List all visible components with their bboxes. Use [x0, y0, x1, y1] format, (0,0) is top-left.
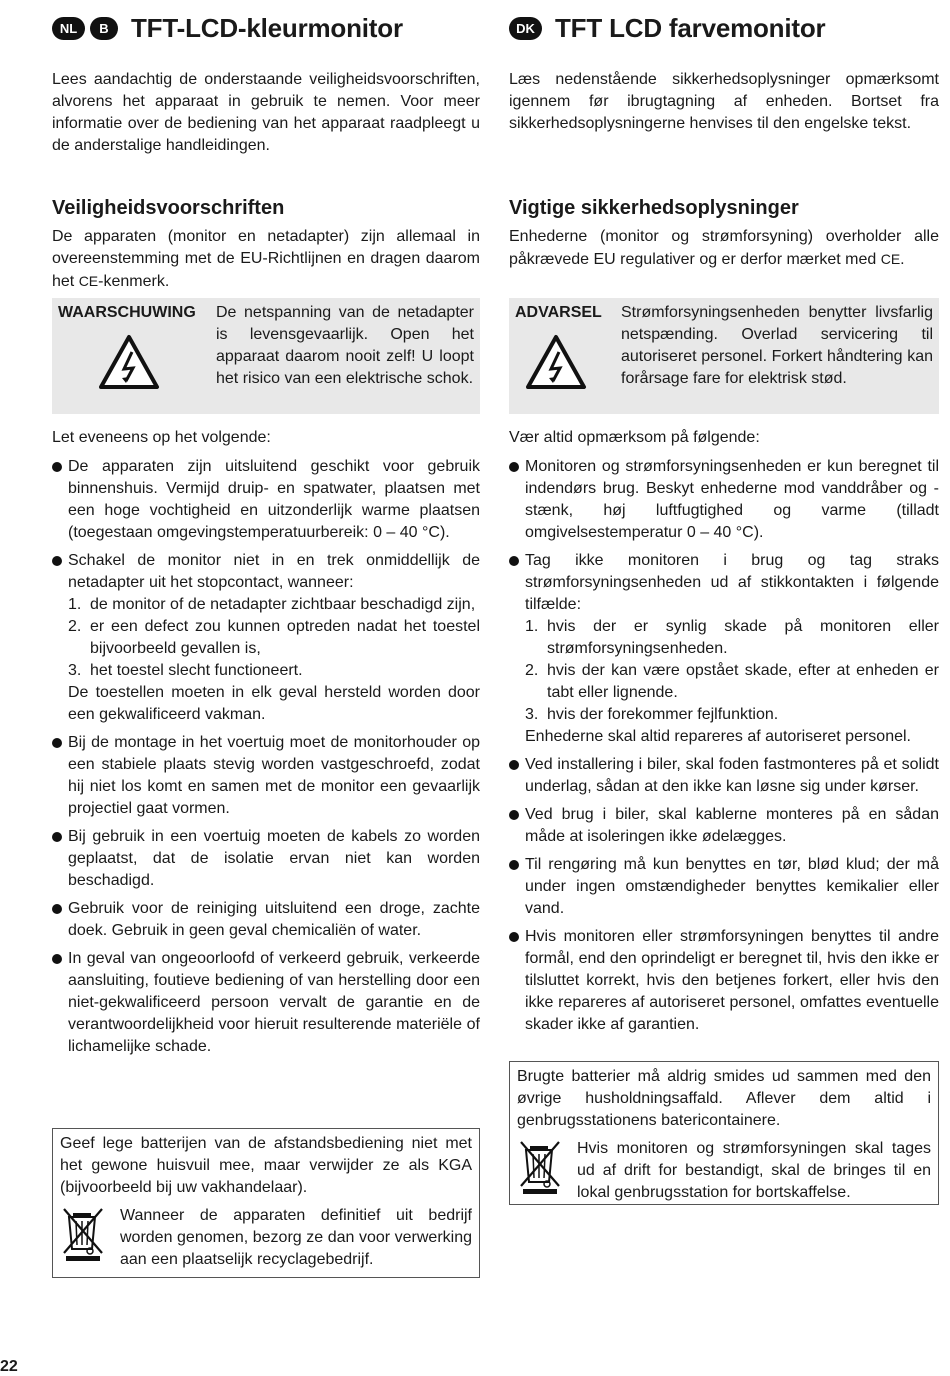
- bullet-item: [509, 456, 939, 544]
- sub-item: [525, 616, 939, 660]
- bullet-icon: [509, 810, 519, 820]
- sub-item: [68, 594, 480, 616]
- ce-mark-dk: CE: [880, 251, 901, 267]
- bullet-item: [52, 550, 480, 726]
- bullet-text: Hvis monitoren eller strømforsyningen benyttes til andre formål, end den oprindeligt er beregnet til, hvis den ikke er tilsluttet korrekt, hvis den betjenes forkert, eller hvis den ikke repareres af autoriseret personel, omfattes eventuelle skader ikke af garantien.: [525, 928, 939, 1033]
- crossed-out-bin-icon: [60, 1205, 116, 1271]
- sub-note-dk: Enhederne skal altid repareres af autoriseret personel.: [525, 728, 911, 745]
- intro-dk: Læs nedenstående sikkerhedsoplysninger opmærksomt igennem før ibrugtagning af enheden. Bortset fra sikkerhedsoplysningerne henvises til den engelske tekst.: [509, 71, 939, 132]
- section-text-dk-b: .: [900, 251, 905, 268]
- sub-item-text: hvis der kan være opstået skade, efter at enheden er tabt eller lignende.: [547, 662, 939, 701]
- warning-box-dk: [509, 298, 939, 414]
- bullet-text: Til rengøring må kun benyttes en tør, blød klud; der må under ingen omstændigheder benyttes kemikalier eller vand.: [525, 856, 939, 917]
- language-badge-dk: DK: [509, 17, 542, 40]
- bullet-item: [509, 854, 939, 920]
- bullet-item: [52, 898, 480, 942]
- page-title-dk: TFT LCD farvemonitor: [555, 12, 826, 43]
- bullet-item: [509, 804, 939, 848]
- lead-nl: Let eveneens op het volgende:: [52, 429, 271, 446]
- warning-left-nl: [58, 302, 216, 410]
- section-text-nl-a: De apparaten (monitor en netadapter) zijn allemaal in overeenstemming met de EU-Richtlijnen en dragen daarom het: [52, 228, 480, 290]
- disposal-text-dk: Hvis monitoren og strømforsyningen skal tages ud af drift for bestandigt, skal de bringes til en lokal genbrugsstation for bortskaffelse.: [577, 1140, 931, 1201]
- bullet-item: [509, 754, 939, 798]
- warning-label-nl: WAARSCHUWING: [58, 304, 196, 321]
- intro-nl: Lees aandachtig de onderstaande veiligheidsvoorschriften, alvorens het apparaat in gebruik te nemen. Voor meer informatie over de bediening van het apparaat raadpleegt u de anderstalige handleidingen.: [52, 71, 480, 154]
- sub-item-number: 2.: [525, 662, 539, 679]
- sub-item-text: de monitor of de netadapter zichtbaar beschadigd zijn,: [90, 596, 476, 613]
- bullet-text: De apparaten zijn uitsluitend geschikt voor gebruik binnenshuis. Vermijd druip- en spatwater, plaatsen met een hoge vochtigheid en uitzonderlijk warme plaatsen (toegestaan omgevingstemperatuurbereik: 0 – 40 °C).: [68, 458, 480, 541]
- bullet-icon: [52, 556, 62, 566]
- section-text-dk: [509, 226, 939, 271]
- bullet-list-nl: [52, 456, 480, 1064]
- bullet-text: Schakel de monitor niet in en trek onmiddellijk de netadapter uit het stopcontact, wanneer:: [68, 552, 480, 591]
- disposal-row-nl: [60, 1205, 472, 1271]
- title-row-dk: [509, 12, 825, 44]
- disposal-text-nl: Wanneer de apparaten definitief uit bedrijf worden genomen, bezorg ze dan voor verwerking aan een plaatselijk recyclagebedrijf.: [120, 1207, 472, 1268]
- sub-item-text: het toestel slecht functioneert.: [90, 662, 303, 679]
- section-text-nl: [52, 226, 480, 293]
- warning-left-dk: [515, 302, 621, 410]
- title-row-nl: [52, 12, 403, 44]
- bullet-icon: [52, 738, 62, 748]
- warning-text-nl: De netspanning van de netadapter is levensgevaarlijk. Open het apparaat daarom nooit zelf! U loopt het risico van een elektrische schok.: [216, 304, 474, 387]
- bullet-text: Tag ikke monitoren i brug og tag straks strømforsyningsenheden ud af stikkontakten i følgende tilfælde:: [525, 552, 939, 613]
- bullet-item: [52, 456, 480, 544]
- bullet-text: Ved brug i biler, skal kablerne monteres på en sådan måde at isoleringen ikke ødelægges.: [525, 806, 939, 845]
- bullet-icon: [509, 462, 519, 472]
- warning-label-dk: ADVARSEL: [515, 304, 602, 321]
- disposal-top-dk: Brugte batterier må aldrig smides ud sammen med den øvrige husholdningsaffald. Aflever dem altid i genbrugsstationens batericontainere.: [517, 1068, 931, 1129]
- sub-item: [525, 704, 939, 726]
- section-text-nl-b: -kenmerk.: [98, 273, 170, 290]
- bullet-icon: [52, 832, 62, 842]
- bullet-icon: [509, 556, 519, 566]
- ce-mark-nl: CE: [78, 273, 99, 289]
- warning-box-nl: [52, 298, 480, 414]
- language-badge-b: B: [90, 17, 118, 40]
- bullet-item: [52, 732, 480, 820]
- high-voltage-warning-icon: [98, 334, 216, 395]
- bullet-icon: [52, 904, 62, 914]
- sub-item-number: 2.: [68, 618, 82, 635]
- language-badge-nl: NL: [52, 17, 85, 40]
- bullet-icon: [52, 462, 62, 472]
- bullet-item: [52, 826, 480, 892]
- sub-item: [525, 660, 939, 704]
- sub-item: [68, 660, 480, 682]
- sub-item-number: 1.: [68, 596, 82, 613]
- bullet-text: Monitoren og strømforsyningsenheden er kun beregnet til indendørs brug. Beskyt enhederne mod vanddråber og -stænk, høj luftfugtighed og varme (tilladt omgivelsestemperatur 0 – 40 °C).: [525, 458, 939, 541]
- bullet-icon: [52, 954, 62, 964]
- bullet-text: In geval van ongeoorloofd of verkeerd gebruik, verkeerde aansluiting, foutieve bediening of van herstelling door een niet-gekwalificeerd persoon vervalt de garantie en de verantwoordelijkheid voor hieruit resulterende materiële of lichamelijke schade.: [68, 950, 480, 1055]
- crossed-out-bin-icon: [517, 1138, 573, 1204]
- bullet-text: Gebruik voor de reiniging uitsluitend een droge, zachte doek. Gebruik in geen geval chemicaliën of water.: [68, 900, 480, 939]
- sub-item-text: hvis der forekommer fejlfunktion.: [547, 706, 779, 723]
- sub-note-nl: De toestellen moeten in elk geval hersteld worden door een gekwalificeerd vakman.: [68, 684, 480, 723]
- bullet-text: Ved installering i biler, skal foden fastmonteres på et solidt underlag, sådan at den ikke kan løsne sig under kørser.: [525, 756, 939, 795]
- disposal-top-nl: Geef lege batterijen van de afstandsbediening niet met het gewone huisvuil mee, maar verwijder ze als KGA (bijvoorbeeld bij uw vakhandelaar).: [60, 1135, 472, 1196]
- heading-dk: Vigtige sikkerhedsoplysninger: [509, 197, 799, 219]
- sub-item-number: 3.: [68, 662, 82, 679]
- heading-nl: Veiligheidsvoorschriften: [52, 197, 285, 219]
- lead-dk: Vær altid opmærksom på følgende:: [509, 429, 760, 446]
- disposal-row-dk: [517, 1138, 931, 1204]
- sub-item-text: hvis der er synlig skade på monitoren eller strømforsyningsenheden.: [547, 618, 939, 657]
- warning-text-dk: Strømforsyningsenheden benytter livsfarlig netspænding. Overlad servicering til autoriseret personel. Forkert håndtering kan forårsage fare for elektrisk stød.: [621, 304, 933, 387]
- bullet-item: [52, 948, 480, 1058]
- bullet-text: Bij gebruik in een voertuig moeten de kabels zo worden geplaatst, dat de isolatie ervan niet kan worden beschadigd.: [68, 828, 480, 889]
- sub-list-nl: [68, 594, 480, 726]
- bullet-icon: [509, 860, 519, 870]
- sub-item-text: er een defect zou kunnen optreden nadat het toestel bijvoorbeeld gevallen is,: [90, 618, 480, 657]
- bullet-item: [509, 550, 939, 748]
- bullet-text: Bij de montage in het voertuig moet de monitorhouder op een stabiele plaats stevig worden vastgeschroefd, zodat hij niet los komt en samen met de monitor een gevaarlijk projectiel gaat vormen.: [68, 734, 480, 817]
- bullet-icon: [509, 760, 519, 770]
- page-title-nl: TFT-LCD-kleurmonitor: [131, 12, 403, 43]
- sub-list-dk: [525, 616, 939, 748]
- disposal-box-nl: [52, 1128, 480, 1278]
- sub-item: [68, 616, 480, 660]
- page-number: 22: [0, 1358, 18, 1375]
- section-text-dk-a: Enhederne (monitor og strømforsyning) overholder alle påkrævede EU regulativer og er derfor mærket med: [509, 228, 939, 268]
- bullet-list-dk: [509, 456, 939, 1042]
- bullet-icon: [509, 932, 519, 942]
- high-voltage-warning-icon: [525, 334, 621, 395]
- bullet-item: [509, 926, 939, 1036]
- sub-item-number: 1.: [525, 618, 539, 635]
- disposal-box-dk: [509, 1061, 939, 1205]
- sub-item-number: 3.: [525, 706, 539, 723]
